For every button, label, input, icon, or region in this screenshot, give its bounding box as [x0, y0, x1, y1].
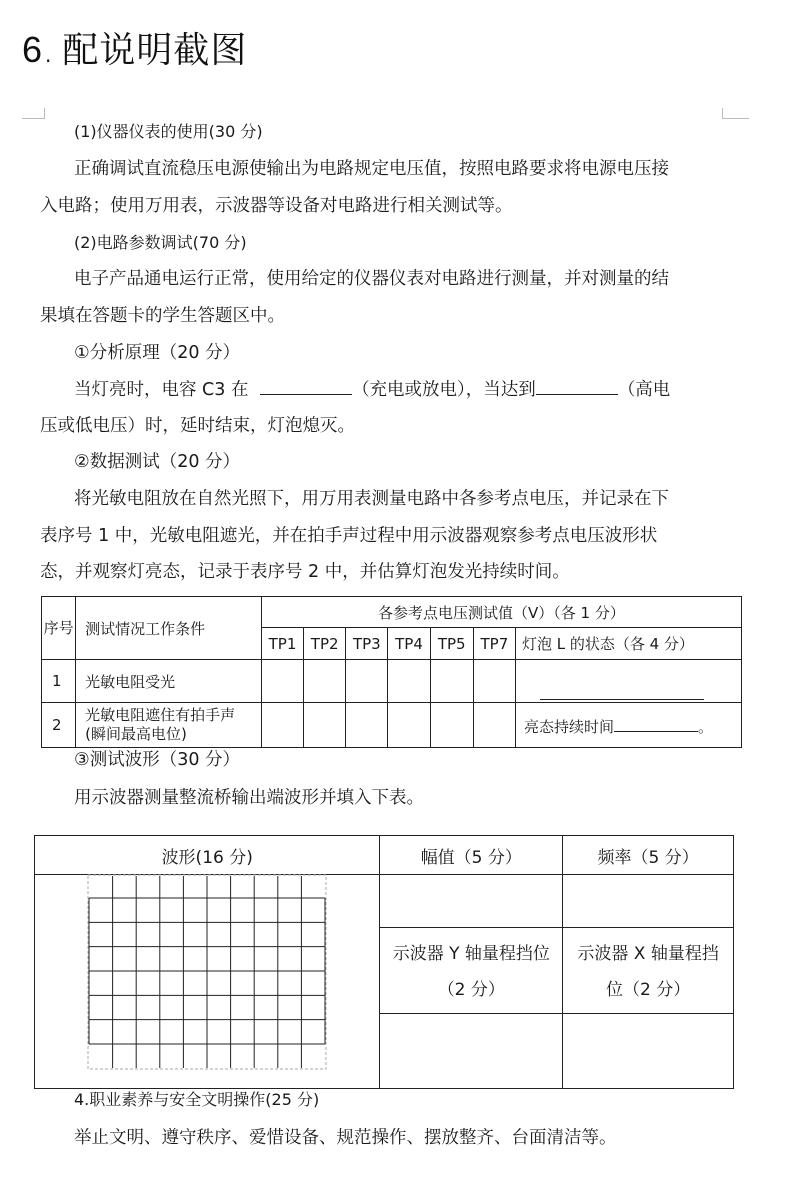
section4-body: 举止文明、遵守秩序、爱惜设备、规范操作、摆放整齐、台面清洁等。	[74, 1128, 617, 1148]
section2-title: (2)电路参数调试(70 分)	[74, 233, 247, 252]
row2-tp2-cell[interactable]	[304, 703, 346, 748]
header-tp4: TP4	[388, 628, 430, 660]
row1-seq: 1	[42, 660, 76, 703]
row2-lamp-cell	[515, 703, 741, 748]
voltage-test-table	[41, 596, 742, 748]
amplitude-header: 幅值（5 分）	[380, 836, 563, 875]
row2-tp5-cell[interactable]	[430, 703, 473, 748]
section2-body-line1: 电子产品通电运行正常，使用给定的仪器仪表对电路进行测量，并对测量的结	[74, 269, 669, 289]
frequency-header: 频率（5 分）	[563, 836, 734, 875]
y-axis-cell[interactable]	[380, 1014, 563, 1089]
x-axis-cell[interactable]	[563, 1014, 734, 1089]
row2-seq: 2	[42, 703, 76, 748]
row1-tp5-cell[interactable]	[430, 660, 473, 703]
part1-line1-b: （充电或放电），当达到	[352, 380, 536, 400]
section1-body-line1: 正确调试直流稳压电源使输出为电路规定电压值，按照电路要求将电源电压接	[74, 159, 669, 179]
frequency-cell[interactable]	[563, 875, 734, 928]
part3-title: ③测试波形（30 分）	[74, 750, 241, 770]
part2-line1: 将光敏电阻放在自然光照下，用万用表测量电路中各参考点电压，并记录在下	[74, 489, 669, 509]
x-axis-label: 示波器 X 轴量程挡位（2 分）	[563, 928, 734, 1014]
part1-line1	[74, 377, 670, 402]
part1-line1-a: 当灯亮时，电容 C3 在	[74, 380, 249, 400]
row2-lamp-suffix: 。	[697, 717, 713, 736]
row1-tp4-cell[interactable]	[388, 660, 430, 703]
header-seq: 序号	[42, 597, 76, 660]
row1-lamp-blank[interactable]	[540, 682, 704, 700]
header-lamp: 灯泡 L 的状态（各 4 分）	[515, 628, 741, 660]
voltage-level-blank[interactable]	[536, 377, 618, 395]
row2-tp7-cell[interactable]	[473, 703, 515, 748]
row2-tp4-cell[interactable]	[388, 703, 430, 748]
oscilloscope-grid[interactable]	[87, 874, 327, 1070]
section2-body-line2: 果填在答题卡的学生答题区中。	[40, 306, 285, 326]
heading-number: 6	[22, 29, 44, 70]
row2-lamp-text: 亮态持续时间	[523, 717, 614, 736]
part1-title: ①分析原理（20 分）	[74, 343, 241, 363]
header-tp1: TP1	[261, 628, 303, 660]
y-axis-label: 示波器 Y 轴量程挡位（2 分）	[380, 928, 563, 1014]
waveform-header: 波形(16 分)	[35, 836, 380, 875]
header-tp3: TP3	[346, 628, 388, 660]
part1-line2: 压或低电压）时，延时结束，灯泡熄灭。	[40, 416, 355, 436]
row1-condition: 光敏电阻受光	[76, 660, 262, 703]
section4-title: 4.职业素养与安全文明操作(25 分)	[74, 1090, 320, 1109]
row1-tp1-cell[interactable]	[261, 660, 303, 703]
row1-tp3-cell[interactable]	[346, 660, 388, 703]
charge-state-blank[interactable]	[260, 377, 352, 395]
header-tp5: TP5	[430, 628, 473, 660]
page-title	[22, 28, 247, 77]
amplitude-cell[interactable]	[380, 875, 563, 928]
part2-line3: 态，并观察灯亮态，记录于表序号 2 中，并估算灯泡发光持续时间。	[40, 562, 570, 582]
row2-tp3-cell[interactable]	[346, 703, 388, 748]
header-tp7: TP7	[473, 628, 515, 660]
row1-tp2-cell[interactable]	[304, 660, 346, 703]
row1-tp7-cell[interactable]	[473, 660, 515, 703]
row1-lamp-cell[interactable]	[515, 660, 741, 703]
margin-corner-right	[722, 108, 749, 119]
heading-text: 配说明截图	[62, 30, 248, 71]
row2-tp1-cell[interactable]	[261, 703, 303, 748]
header-voltage-group: 各参考点电压测试值（V）（各 1 分）	[261, 597, 741, 628]
part2-title: ②数据测试（20 分）	[74, 452, 241, 472]
part3-line1: 用示波器测量整流桥输出端波形并填入下表。	[74, 788, 424, 808]
part2-line2: 表序号 1 中，光敏电阻遮光，并在拍手声过程中用示波器观察参考点电压波形状	[40, 526, 658, 546]
heading-dot: .	[45, 43, 53, 67]
section1-title: (1)仪器仪表的使用(30 分)	[74, 122, 263, 141]
margin-corner-left	[22, 108, 45, 119]
duration-blank[interactable]	[614, 714, 698, 732]
part1-line1-c: （高电	[617, 380, 671, 400]
section1-body-line2: 入电路；使用万用表，示波器等设备对电路进行相关测试等。	[40, 196, 513, 216]
row2-condition: 光敏电阻遮住有拍手声(瞬间最高电位)	[76, 703, 262, 748]
header-tp2: TP2	[304, 628, 346, 660]
header-condition: 测试情况工作条件	[76, 597, 262, 660]
